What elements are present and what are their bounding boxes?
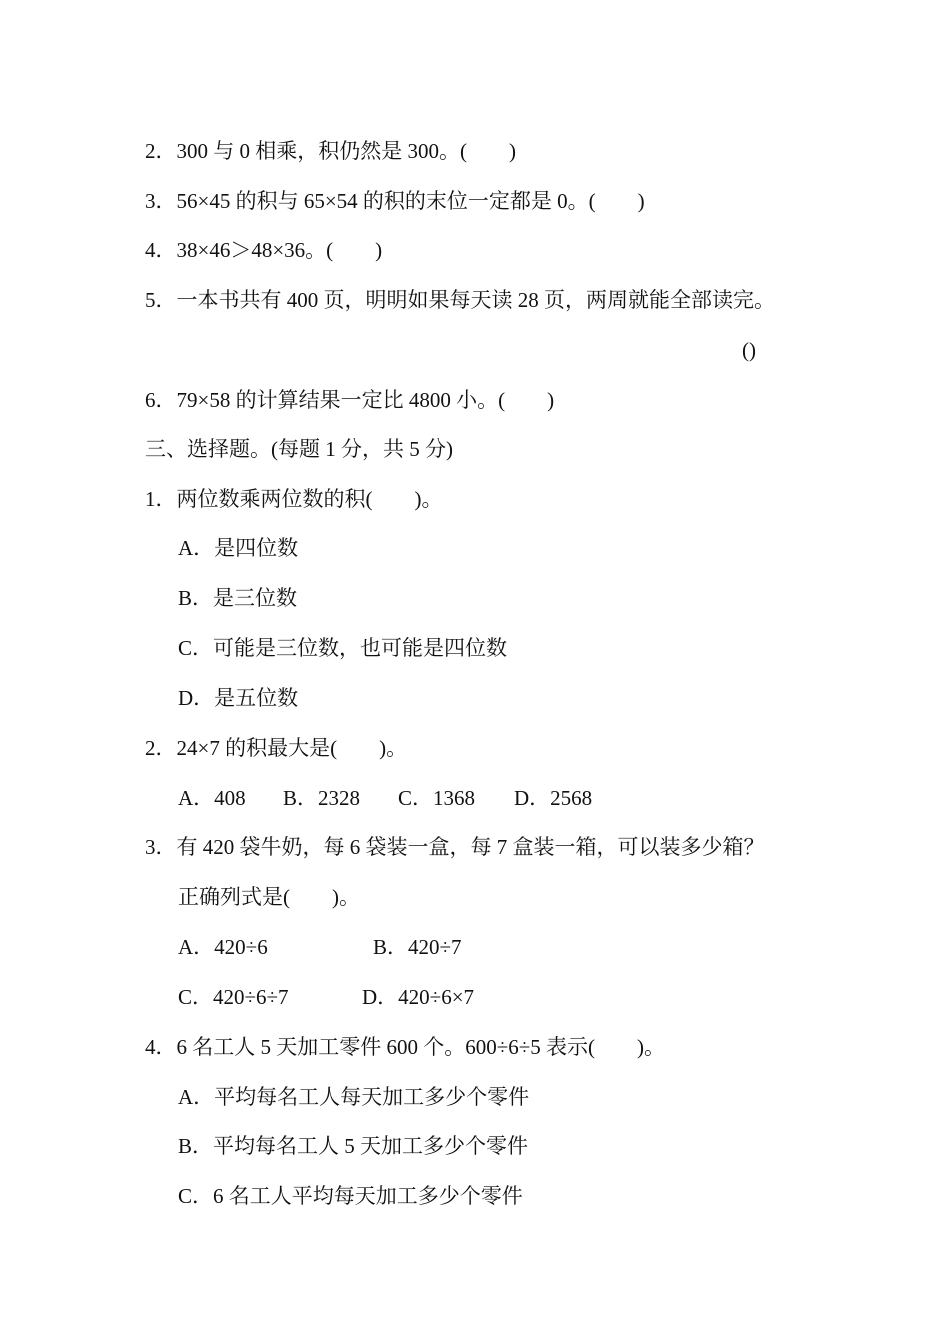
choice-question-4: 4．6 名工人 5 天加工零件 600 个。600÷6÷5 表示( )。 [145,1035,666,1059]
choice-q4-option-a: A．平均每名工人每天加工多少个零件 [178,1085,530,1109]
judge-question-6: 6．79×58 的计算结果一定比 4800 小。( ) [145,388,555,412]
judge-question-3: 3．56×45 的积与 65×54 的积的末位一定都是 0。( ) [145,189,645,213]
choice-q4-option-c: C．6 名工人平均每天加工多少个零件 [178,1184,523,1208]
choice-q3-option-c: C．420÷6÷7 [178,985,289,1009]
judge-question-5: 5．一本书共有 400 页，明明如果每天读 28 页，两周就能全部读完。 [145,288,775,312]
choice-q3-option-b: B．420÷7 [373,935,462,959]
choice-q3-option-d: D．420÷6×7 [362,985,475,1009]
judge-question-2: 2．300 与 0 相乘，积仍然是 300。( ) [145,139,516,163]
choice-q1-option-c: C．可能是三位数，也可能是四位数 [178,636,508,660]
choice-section-heading: 三、选择题。(每题 1 分，共 5 分) [145,437,453,461]
choice-q4-option-b: B．平均每名工人 5 天加工多少个零件 [178,1134,529,1158]
choice-q2-option-c: C．1368 [398,786,476,810]
choice-q1-option-d: D．是五位数 [178,686,299,710]
choice-q2-option-a: A．408 [178,786,246,810]
choice-q2-option-b: B．2328 [283,786,361,810]
choice-q2-option-d: D．2568 [514,786,593,810]
judge-question-4: 4．38×46＞48×36。( ) [145,238,383,262]
choice-q1-option-a: A．是四位数 [178,536,299,560]
judge-question-5-answer-blank: () [742,338,756,362]
choice-question-3: 3．有 420 袋牛奶，每 6 袋装一盒，每 7 盒装一箱，可以装多少箱？ [145,835,765,859]
choice-q1-option-b: B．是三位数 [178,586,298,610]
choice-question-1: 1．两位数乘两位数的积( )。 [145,487,443,511]
choice-question-2: 2．24×7 的积最大是( )。 [145,736,408,760]
choice-q3-option-a: A．420÷6 [178,935,268,959]
choice-question-3-continued: 正确列式是( )。 [178,885,360,909]
